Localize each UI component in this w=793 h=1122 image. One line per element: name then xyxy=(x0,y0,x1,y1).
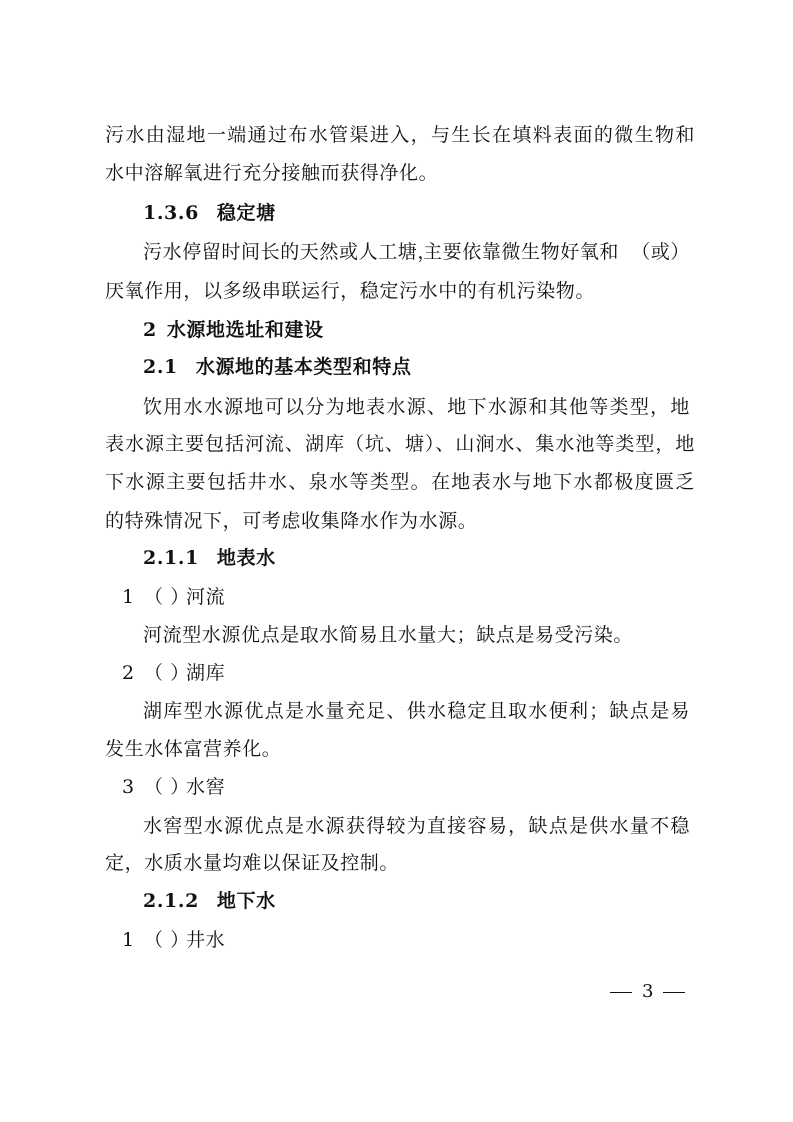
text-fragment-a: 污水停留时间长的天然或人工塘， xyxy=(143,241,438,263)
heading-2 xyxy=(143,318,733,342)
list-number: 2 xyxy=(122,662,135,684)
heading-title: 稳定塘 xyxy=(216,202,276,224)
text-fragment-c: （或） xyxy=(631,241,690,263)
heading-number: 2.1.2 xyxy=(143,890,199,912)
heading-title: 水源地的基本类型和特点 xyxy=(195,356,412,378)
page-number-dash-left xyxy=(610,992,632,993)
list-number: 1 xyxy=(122,929,135,951)
heading-2-1 xyxy=(143,355,733,379)
paragraph-line: 的特殊情况下，可考虑收集降水作为水源。 xyxy=(105,510,478,532)
heading-title: 地下水 xyxy=(216,890,276,912)
heading-1-3-6 xyxy=(143,201,733,225)
paragraph-line xyxy=(143,240,690,264)
list-label: 湖库 xyxy=(186,662,226,684)
list-label: 河流 xyxy=(186,586,226,608)
list-paren: （ ） xyxy=(144,586,190,608)
paragraph-line: 湖库型水源优点是水量充足、供水稳定且取水便利；缺点是易 xyxy=(143,700,690,722)
heading-number: 2.1 xyxy=(143,356,178,378)
paragraph-line: 污水由湿地一端通过布水管渠进入，与生长在填料表面的微生物和 xyxy=(105,124,695,146)
list-label: 水窖 xyxy=(186,776,226,798)
list-item-river xyxy=(122,585,712,609)
list-paren: （ ） xyxy=(144,662,190,684)
paragraph-line: 下水源主要包括井水、泉水等类型。在地表水与地下水都极度匮乏 xyxy=(105,471,695,493)
list-number: 3 xyxy=(122,776,135,798)
text-fragment-b: 主要依靠微生物好氧和 xyxy=(423,241,620,263)
heading-title: 地表水 xyxy=(216,547,276,569)
heading-2-1-1 xyxy=(143,546,733,570)
list-item-cellar xyxy=(122,775,712,799)
paragraph-line: 定，水质水量均难以保证及控制。 xyxy=(105,852,400,874)
page-number-dash-right xyxy=(663,992,685,993)
paragraph-line: 表水源主要包括河流、湖库（坑、塘）、山涧水、集水池等类型，地 xyxy=(105,433,695,455)
list-item-lake xyxy=(122,661,712,685)
list-item-well xyxy=(122,928,712,952)
heading-2-1-2 xyxy=(143,889,733,913)
list-paren: （ ） xyxy=(144,929,190,951)
text-fragment xyxy=(143,240,619,264)
list-label: 井水 xyxy=(186,929,226,951)
paragraph-line: 发生水体富营养化。 xyxy=(105,738,282,760)
paragraph-line: 饮用水水源地可以分为地表水源、地下水源和其他等类型，地 xyxy=(143,396,690,418)
paragraph-line: 河流型水源优点是取水简易且水量大；缺点是易受污染。 xyxy=(143,624,634,646)
list-number: 1 xyxy=(122,586,135,608)
list-paren: （ ） xyxy=(144,776,190,798)
heading-number: 1.3.6 xyxy=(143,202,199,224)
heading-number: 2 xyxy=(143,319,157,341)
paragraph-line: 水中溶解氧进行充分接触而获得净化。 xyxy=(105,162,439,184)
page-number xyxy=(610,981,685,1002)
heading-title: 水源地选址和建设 xyxy=(166,319,324,341)
paragraph-line: 水窖型水源优点是水源获得较为直接容易，缺点是供水量不稳 xyxy=(143,815,690,837)
page-number-value: 3 xyxy=(642,981,654,1002)
heading-number: 2.1.1 xyxy=(143,547,199,569)
paragraph-line: 厌氧作用，以多级串联运行，稳定污水中的有机污染物。 xyxy=(105,280,596,302)
